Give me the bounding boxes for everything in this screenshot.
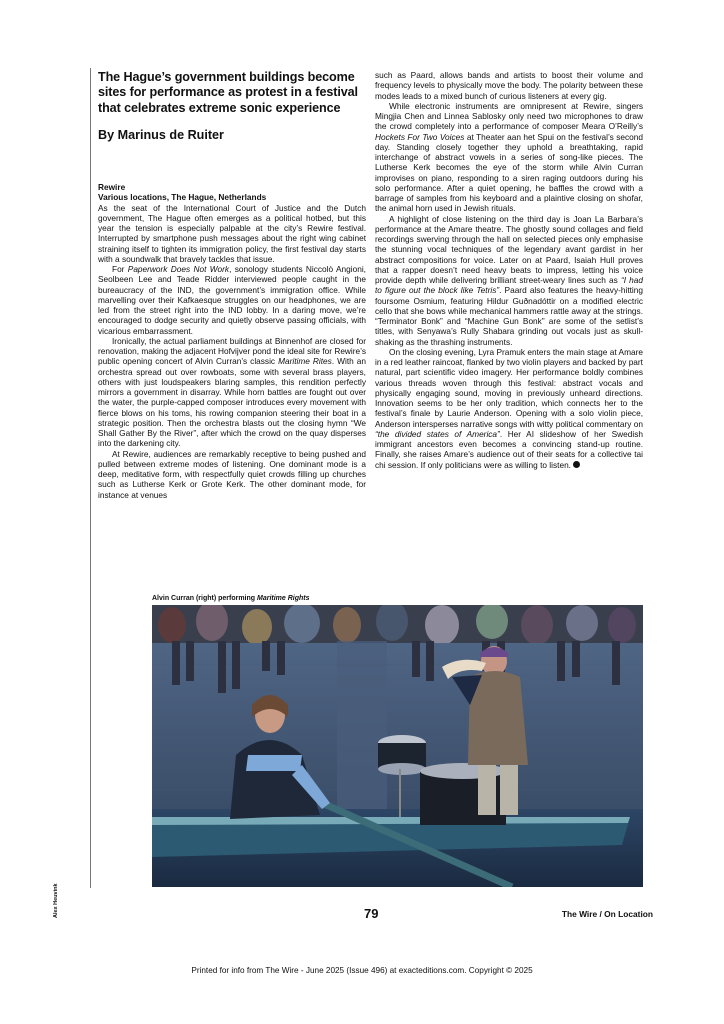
text-run: For <box>112 264 128 275</box>
body-paragraph <box>98 336 366 449</box>
text-run: . Her AI slideshow of her Swedish immigrant ancestors even becomes a convincing stand-up routine. Finally, she raises Amare’s audience out of their seats for a collective tai chi session. If only politicians were as willing to listen. <box>375 428 643 470</box>
italic-title: Maritime Rites <box>278 356 332 367</box>
photo-credit: Alex Heuvink <box>53 883 59 918</box>
body-paragraph <box>375 101 643 214</box>
text-run: Ironically, the actual parliament buildings at Binnenhof are closed for renovation, making the adjacent Hofvijver pond the ideal site for Rewire’s public opening concert of Alvin Curran’s classic <box>98 335 366 367</box>
text-run: While electronic instruments are omnipresent at Rewire, singers Mingjia Chen and Linnea Sablosky only need two microphones to draw the crowd completely into a performance of composer Meara O’Reilly’s <box>375 100 643 132</box>
italic-title: Hockets For Two Voices <box>375 131 465 142</box>
text-run: , sonology students Niccolò Angioni, Seolbeen Lee and Teade Ridder interviewed people caught in the bureaucracy of the IND, the government’s immigration office. While marvelling over their Kafkaesque struggles on our headphones, we are led from the street right into the IND lobby. In a daring move, we’re encouraged to dodge security and quietly observe passing officials, with vicarious embarrassment. <box>98 264 366 336</box>
end-mark-icon <box>573 461 580 468</box>
article-headline: The Hague’s government buildings become sites for performance as protest in a festival that celebrates extreme sonic experience <box>98 70 358 115</box>
body-paragraph <box>98 264 366 336</box>
italic-title: “the divided states of America” <box>375 428 500 439</box>
text-run: . Paard also features the heavy-hitting foursome Osmium, featuring Hildur Guðnadóttir on a modified electric cello that she bows while mechanical hammers rattle away at the strings. “Terminator Bonk” and “Machine Gun Bonk” are some of the setlist’s titles, with Senyawa’s Rully Shabara grinding out vocals just as skull-shaking as the thrashing instruments. <box>375 285 643 347</box>
text-run: As the seat of the International Court of Justice and the Dutch government, The Hague often emerges as a political hotbed, but this year the tension is especially palpable at the city’s Rewire festival. Interrupted by smartphone push messages about the right wing cabinet straining itself to tighten its immigration policy, the first festival day starts with a soundwalk that bravely tackles that issue. <box>98 202 366 264</box>
text-run: . With an orchestra spread out over rowboats, some with several brass players, others with just loudspeakers blaring samples, this rendition perfectly mirrors a government in disarray. While horn battles are fought out over the water, the purple-capped composer introduces every movement with fierce blows on his toms, his rowing companion steering their boat in a strategic position. Then the orchestra blasts out the closing hymn “We Shall Gather By the River”, after which the crowd on the quay disperses into the darkening city. <box>98 356 366 449</box>
print-notice: Printed for info from The Wire - June 2025 (Issue 496) at exacteditions.com. Copyright © 2025 <box>191 966 533 975</box>
right-column <box>375 70 643 470</box>
article-byline: By Marinus de Ruiter <box>98 128 224 143</box>
event-name: Rewire <box>98 182 126 193</box>
margin-rule <box>90 68 91 888</box>
italic-title: “I had to figure out the block like Tetris” <box>375 275 643 296</box>
photo-caption <box>152 594 310 603</box>
page-number: 79 <box>364 906 379 921</box>
photo-illustration <box>152 605 643 887</box>
caption-title: Maritime Rights <box>257 595 310 602</box>
text-run: such as Paard, allows bands and artists to boost their volume and frequency levels to physically move the body. The polarity between these modes leads to a mixed bunch of curious listeners at every gig. <box>375 70 643 101</box>
text-run: At Rewire, audiences are remarkably receptive to being pushed and pulled between extreme modes of listening. One dominant mode is a deep, meditative form, with respectfully quiet crowds filling up churches such as Lutherse Kerk or Grote Kerk. The other dominant mode, for instance at venues <box>98 448 366 500</box>
body-paragraph <box>98 449 366 500</box>
event-venue: Various locations, The Hague, Netherlands <box>98 192 267 203</box>
left-body-text <box>98 203 366 500</box>
body-paragraph <box>98 203 366 265</box>
left-column <box>98 70 366 500</box>
right-body-text <box>375 70 643 470</box>
text-run: A highlight of close listening on the third day is Joan La Barbara’s performance at the Amare theatre. The ghostly sound collages and field recordings swerving through the hall on selected pieces only emphasise the stunning vocal techniques of the legendary avant gardist in her abstract compositions for voice. Later on at Paard, Isaiah Hull proves that a rapper doesn’t need heavy beats to impress, letting his voice provide depth while delivering brilliant street-weary lines such as <box>375 213 643 285</box>
text-run: at Theater aan het Spui on the festival’s second day. Standing closely together they uphold a breathtaking, rapid interchange of abstract vowels in a series of song-like pieces. The Lutherse Kerk becomes the eye of the storm while Alvin Curran improvises on piano, responding to a siren raging outdoors during his solo performance. After a quiet opening, he baffles the crowd with a barrage of samples from his keyboard and a plaintive closing on shofar, the animal horn used in Jewish rituals. <box>375 131 643 214</box>
caption-prefix: Alvin Curran (right) performing <box>152 595 257 602</box>
italic-title: Paperwork Does Not Work <box>127 264 230 275</box>
body-paragraph <box>375 347 643 470</box>
performance-photo <box>152 605 643 887</box>
body-paragraph <box>375 214 643 347</box>
text-run: On the closing evening, Lyra Pramuk enters the main stage at Amare in a red leather raincoat, flanked by two violin players and backed by part natural, part scientific video imagery. Her performance boldly combines various threads woven through this festival: abstract vocals and physically engaging sound, moving in previously unheard directions. Innovation seems to be her only tradition, which connects her to the festival’s finale by Laurie Anderson. Opening with a solo violin piece, Anderson intersperses narrative songs with witty political commentary on <box>375 346 643 429</box>
body-paragraph <box>375 70 643 101</box>
running-footer: The Wire / On Location <box>561 909 653 919</box>
